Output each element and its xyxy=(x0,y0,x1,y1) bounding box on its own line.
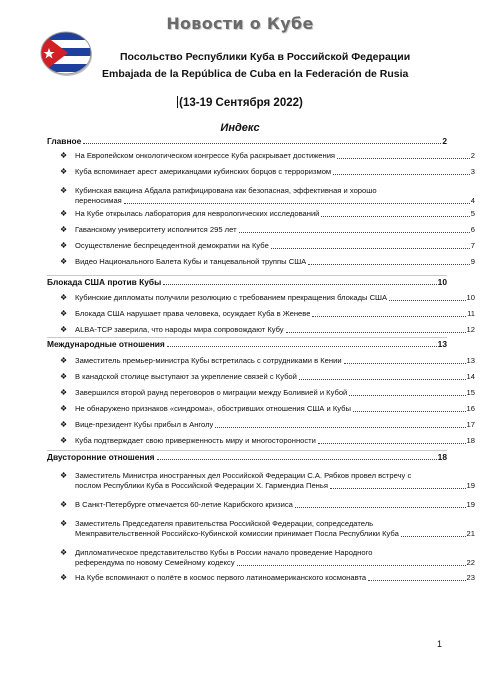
bullet-icon: ❖ xyxy=(60,209,68,218)
dot-leader xyxy=(124,202,470,204)
toc-page-number: 2 xyxy=(470,151,475,160)
dot-leader xyxy=(318,442,466,444)
toc-entry-line xyxy=(75,167,475,177)
toc-entry-text-line1: Заместитель Председателя правительства Российской Федерации, сопредседатель xyxy=(75,519,374,528)
toc-entry[interactable] xyxy=(47,257,475,267)
toc-entry-line xyxy=(47,339,447,349)
toc-entry-text: В канадской столице выступают за укрепление связей с Кубой xyxy=(75,372,297,381)
toc-entry-line xyxy=(75,356,475,366)
bullet-icon: ❖ xyxy=(60,500,68,509)
toc-page-number: 13 xyxy=(466,356,475,365)
toc-entry-text: На Кубе открылась лаборатория для неврологических исследований xyxy=(75,209,320,218)
dot-leader xyxy=(368,579,465,581)
toc-entry-text-line1: Заместитель Министра иностранных дел Российской Федерации С.А. Рябков провел встречу с xyxy=(75,471,412,480)
toc-entry-line xyxy=(75,529,475,539)
toc-page-number: 2 xyxy=(442,136,447,146)
text-cursor xyxy=(177,96,178,108)
toc-entry-line xyxy=(75,241,475,251)
toc-entry-line xyxy=(75,404,475,414)
dot-leader xyxy=(353,410,466,412)
bullet-icon: ❖ xyxy=(60,325,68,334)
toc-section-title: Международные отношения xyxy=(47,339,165,349)
toc-section-title: Блокада США против Кубы xyxy=(47,277,162,287)
toc-page-number: 10 xyxy=(437,277,447,287)
section-divider xyxy=(47,450,447,451)
toc-entry-text: Не обнаружено признаков «синдрома», обостривших отношения США и Кубы xyxy=(75,404,351,413)
toc-entry-text-line1: Дипломатическое представительство Кубы в России начало проведение Народного xyxy=(75,548,373,557)
toc-entry[interactable] xyxy=(47,209,475,219)
toc-entry-text: ALBA-TCP заверила, что народы мира сопровождают Кубу xyxy=(75,325,284,334)
dot-leader xyxy=(286,331,466,333)
toc-page-number: 14 xyxy=(466,372,475,381)
toc-entry-line xyxy=(75,325,475,335)
toc-entry[interactable] xyxy=(47,573,475,583)
embassy-name-es: Embajada de la República de Cuba en la Federación de Rusia xyxy=(102,68,409,80)
toc-entry-line xyxy=(47,277,447,287)
dot-leader xyxy=(239,231,470,233)
dot-leader xyxy=(163,283,436,285)
toc-page-number: 13 xyxy=(437,339,447,349)
toc-entry[interactable] xyxy=(47,356,475,366)
index-heading: Индекс xyxy=(220,122,260,134)
toc-entry[interactable] xyxy=(47,436,475,446)
dot-leader xyxy=(308,263,470,265)
toc-entry-text: Завершился второй раунд переговоров о миграции между Боливией и Кубой xyxy=(75,388,348,397)
toc-page-number: 22 xyxy=(466,558,475,567)
toc-entry-line xyxy=(75,209,475,219)
toc-entry[interactable] xyxy=(47,404,475,414)
dot-leader xyxy=(389,299,465,301)
toc-page-number: 19 xyxy=(466,481,475,490)
bullet-icon: ❖ xyxy=(60,241,68,250)
bullet-icon: ❖ xyxy=(60,186,68,195)
toc-entry[interactable] xyxy=(47,372,475,382)
toc-entry[interactable] xyxy=(47,309,475,319)
toc-page-number: 5 xyxy=(470,209,475,218)
bullet-icon: ❖ xyxy=(60,293,68,302)
toc-entry-text: Заместитель премьер-министра Кубы встретилась с сотрудниками в Кении xyxy=(75,356,342,365)
bullet-icon: ❖ xyxy=(60,519,68,528)
toc-page-number: 7 xyxy=(470,241,475,250)
toc-entry-line xyxy=(75,293,475,303)
dot-leader xyxy=(337,157,470,159)
toc-entry-line xyxy=(75,372,475,382)
dot-leader xyxy=(83,142,441,144)
section-divider xyxy=(47,275,447,276)
toc-entry-text-line2: референдума по новому Семейному кодексу xyxy=(75,558,235,567)
embassy-name-ru: Посольство Республики Куба в Российской Федерации xyxy=(120,51,411,63)
date-range-text: (13-19 Сентября 2022) xyxy=(179,97,303,109)
bullet-icon: ❖ xyxy=(60,436,68,445)
toc-entry[interactable] xyxy=(47,241,475,251)
toc-entry[interactable] xyxy=(47,186,475,206)
toc-entry-text: Блокада США нарушает права человека, осуждает Куба в Женеве xyxy=(75,309,311,318)
bullet-icon: ❖ xyxy=(60,404,68,413)
toc-entry-text-line2: послом Республики Куба в Российской Федерации Х. Гармендиа Пенья xyxy=(75,481,328,490)
bullet-icon: ❖ xyxy=(60,356,68,365)
date-range xyxy=(0,96,480,109)
toc-entry[interactable] xyxy=(47,293,475,303)
toc-page-number: 19 xyxy=(466,500,475,509)
toc-page-number: 17 xyxy=(466,420,475,429)
toc-entry-line xyxy=(75,481,475,491)
bullet-icon: ❖ xyxy=(60,388,68,397)
toc-page-number: 6 xyxy=(470,225,475,234)
toc-entry-line xyxy=(47,452,447,462)
toc-entry[interactable] xyxy=(47,548,475,568)
dot-leader xyxy=(299,378,466,380)
toc-page-number: 23 xyxy=(466,573,475,582)
toc-section-title: Двусторонние отношения xyxy=(47,452,155,462)
dot-leader xyxy=(215,426,465,428)
toc-page-number: 18 xyxy=(466,436,475,445)
section-divider xyxy=(47,337,447,338)
toc-page-number: 11 xyxy=(467,309,475,318)
toc-entry-line xyxy=(75,420,475,430)
toc-entry-text: Куба подтверждает свою приверженность миру и многосторонности xyxy=(75,436,316,445)
toc-page-number: 4 xyxy=(470,196,475,205)
dot-leader xyxy=(312,315,466,317)
toc-entry[interactable] xyxy=(47,167,475,177)
toc-entry-text: Вице-президент Кубы прибыл в Анголу xyxy=(75,420,214,429)
dot-leader xyxy=(271,247,470,249)
bullet-icon: ❖ xyxy=(60,151,68,160)
toc-entry-line xyxy=(75,388,475,398)
toc-entry[interactable] xyxy=(47,420,475,430)
toc-entry-text: На Кубе вспоминают о полёте в космос первого латиноамериканского космонавта xyxy=(75,573,367,582)
dot-leader xyxy=(321,215,469,217)
toc-entry[interactable] xyxy=(47,151,475,161)
toc-entry-line xyxy=(75,558,475,568)
dot-leader xyxy=(349,394,465,396)
toc-section[interactable] xyxy=(47,452,447,462)
toc-entry-text: В Санкт-Петербурге отмечается 60-летие Карибского кризиса xyxy=(75,500,293,509)
toc-page-number: 10 xyxy=(466,293,475,302)
dot-leader xyxy=(157,458,437,460)
bullet-icon: ❖ xyxy=(60,225,68,234)
toc-entry-line xyxy=(75,500,475,510)
toc-page-number: 18 xyxy=(437,452,447,462)
toc-section[interactable] xyxy=(47,136,447,146)
dot-leader xyxy=(237,564,466,566)
toc-page-number: 15 xyxy=(466,388,475,397)
toc-entry[interactable] xyxy=(47,325,475,335)
toc-entry-line xyxy=(75,151,475,161)
toc-entry-text: На Европейском онкологическом конгрессе Куба раскрывает достижения xyxy=(75,151,336,160)
toc-entry-text: Куба вспоминает арест американцами кубинских борцов с терроризмом xyxy=(75,167,332,176)
toc-entry-text-line2: переносимая xyxy=(75,196,122,205)
toc-page-number: 21 xyxy=(466,529,475,538)
bullet-icon: ❖ xyxy=(60,257,68,266)
toc-entry-line xyxy=(75,196,475,206)
bullet-icon: ❖ xyxy=(60,548,68,557)
toc-entry[interactable] xyxy=(47,519,475,539)
toc-page-number: 9 xyxy=(470,257,475,266)
dot-leader xyxy=(344,362,466,364)
bullet-icon: ❖ xyxy=(60,420,68,429)
newsletter-title: Новости о Кубе xyxy=(166,14,314,33)
toc-entry-line xyxy=(47,136,447,146)
dot-leader xyxy=(401,535,466,537)
toc-entry-line xyxy=(75,257,475,267)
toc-entry-line xyxy=(75,225,475,235)
bullet-icon: ❖ xyxy=(60,471,68,480)
toc-section-title: Главное xyxy=(47,136,82,146)
dot-leader xyxy=(333,173,470,175)
dot-leader xyxy=(330,487,466,489)
toc-entry[interactable] xyxy=(47,500,475,510)
bullet-icon: ❖ xyxy=(60,573,68,582)
toc-entry-text: Видео Национального Балета Кубы и танцевальной труппы США xyxy=(75,257,307,266)
toc-page-number: 16 xyxy=(466,404,475,413)
toc-entry[interactable] xyxy=(47,471,475,491)
toc-entry-line xyxy=(75,573,475,583)
dot-leader xyxy=(167,345,437,347)
toc-section[interactable] xyxy=(47,277,447,287)
toc-section[interactable] xyxy=(47,339,447,349)
dot-leader xyxy=(295,506,466,508)
toc-page-number: 12 xyxy=(466,325,475,334)
toc-entry[interactable] xyxy=(47,388,475,398)
toc-entry-text-line1: Кубинская вакцина Абдала ратифицирована как безопасная, эффективная и хорошо xyxy=(75,186,377,195)
toc-entry-text: Гаванскому университету исполнится 295 лет xyxy=(75,225,237,234)
toc-page-number: 3 xyxy=(470,167,475,176)
toc-entry-text-line2: Межправительственной Российско-Кубинской комиссии принимает Посла Республики Куба xyxy=(75,529,399,538)
toc-entry-line xyxy=(75,309,475,319)
toc-entry-line xyxy=(75,436,475,446)
toc-entry-text: Кубинские дипломаты получили резолюцию с требованием прекращения блокады США xyxy=(75,293,388,302)
toc-entry[interactable] xyxy=(47,225,475,235)
bullet-icon: ❖ xyxy=(60,372,68,381)
page-number: 1 xyxy=(437,639,443,649)
bullet-icon: ❖ xyxy=(60,309,68,318)
bullet-icon: ❖ xyxy=(60,167,68,176)
cuban-flag-logo xyxy=(38,30,94,76)
toc-entry-text: Осуществление беспрецедентной демократии на Кубе xyxy=(75,241,269,250)
